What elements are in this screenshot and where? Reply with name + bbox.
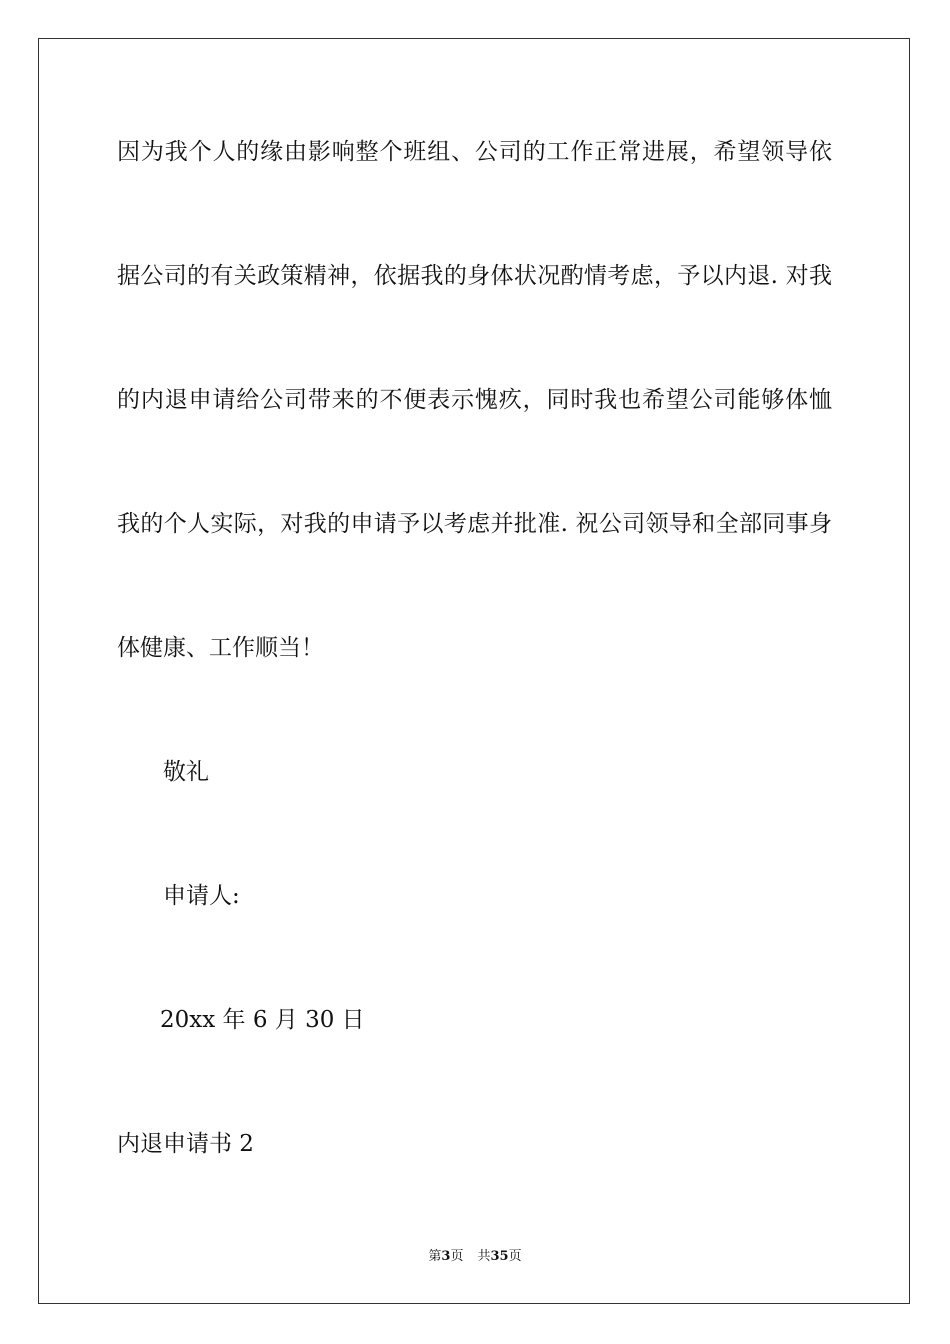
body-line-4: 我的个人实际，对我的申请予以考虑并批准. 祝公司领导和全部同事身 bbox=[117, 511, 832, 537]
total-prefix: 共 bbox=[477, 1249, 491, 1264]
closing-salutation: 敬礼 bbox=[163, 759, 209, 785]
page-border bbox=[38, 38, 910, 1304]
body-line-1: 因为我个人的缘由影响整个班组、公司的工作正常进展，希望领导依 bbox=[117, 139, 832, 165]
page-current: 3 bbox=[441, 1249, 451, 1264]
body-line-2: 据公司的有关政策精神，依据我的身体状况酌情考虑，予以内退. 对我 bbox=[117, 263, 832, 289]
body-line-3: 的内退申请给公司带来的不便表示愧疚，同时我也希望公司能够体恤 bbox=[117, 387, 832, 413]
body-line-5: 体健康、工作顺当！ bbox=[117, 635, 324, 661]
page-suffix: 页 bbox=[450, 1249, 464, 1264]
applicant-label: 申请人: bbox=[163, 883, 240, 909]
date-line: 20xx 年 6 月 30 日 bbox=[160, 1007, 365, 1033]
total-suffix: 页 bbox=[508, 1249, 522, 1264]
page-footer bbox=[0, 1248, 950, 1266]
page-prefix: 第 bbox=[428, 1249, 442, 1264]
page-total: 35 bbox=[490, 1249, 509, 1264]
next-section-title: 内退申请书 2 bbox=[117, 1131, 254, 1157]
